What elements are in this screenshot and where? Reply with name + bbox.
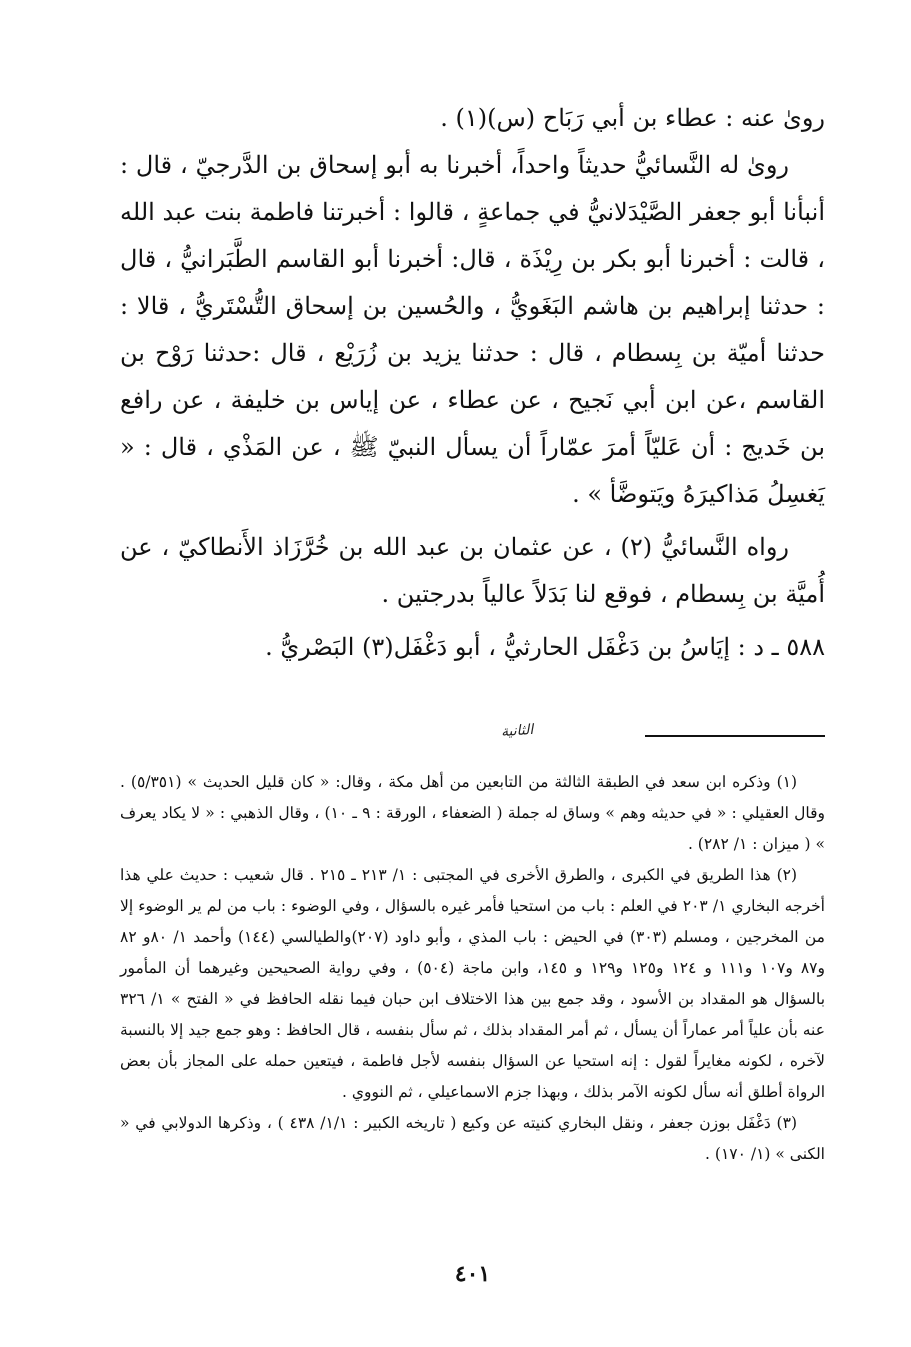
hadith-paragraph: روىٰ له النَّسائيُّ حديثاً واحداً، أخبرنا به أبو إسحاق بن الدَّرجيّ ، قال : أنبأنا أبو جعفر الصَّيْدَلانيُّ في جماعةٍ ، قالوا : أخبرتنا فاطمة بنت عبد الله ، قالت : أخبرنا أبو بكر بن رِيْذَة ، قال: أخبرنا أبو القاسم الطَّبَرانيُّ ، قال : حدثنا إبراهيم بن هاشم البَغَويُّ ، والحُسين بن إسحاق التُّسْتَريُّ ، قالا : حدثنا أميّة بن بِسطام ، قال : حدثنا يزيد بن زُرَيْع ، قال :حدثنا رَوْح بن القاسم ،عن ابن أبي نَجيح ، عن عطاء ، عن إياس بن خليفة ، عن رافع بن خَديج : أن عَليّاً أمرَ عمّاراً أن يسأل النبيّ ﷺ ، عن المَذْي ، قال : « يَغسِلُ مَذاكيرَهُ ويَتوضَّأ » . (120, 151, 825, 508)
footnote-3: (٣) دَغْفَل بوزن جعفر ، ونقل البخاري كنيته عن وكيع ( تاريخه الكبير : ١/١/ ٤٣٨ ) ، وذكرها الدولابي في « الكنى » (١/ ١٧٠) . (120, 1114, 825, 1163)
narration-paragraph: رواه النَّسائيُّ (٢) ، عن عثمان بن عبد الله بن خُرَّزَاذ الأَنطاكيّ ، عن أُميَّة بن بِسطام ، فوقع لنا بَدَلاً عالياً بدرجتين . (120, 533, 825, 608)
footnote-separator (645, 735, 825, 737)
footnote-1: (١) وذكره ابن سعد في الطبقة الثالثة من التابعين من أهل مكة ، وقال: « كان قليل الحديث » (٥/٣٥١) . وقال العقيلي : « في حديثه وهم » وساق له جملة ( الضعفاء ، الورقة : ٩ ـ ١٠) ، وقال الذهبي : « لا يكاد يعرف » ( ميزان : ١/ ٢٨٢) . (120, 773, 825, 853)
main-text (120, 95, 825, 671)
page-number: ٤٠١ (454, 1261, 491, 1287)
narrator-line: روىٰ عنه : عطاء بن أبي رَبَاح (س)(١) . (440, 104, 825, 132)
handwritten-margin-note: الثانية (500, 721, 534, 741)
entry-heading: ٥٨٨ ـ د : إيَاسُ بن دَغْفَل الحارثيُّ ، أبو دَغْفَل(٣) البَصْريُّ . (265, 633, 825, 661)
footnotes (120, 767, 825, 1170)
book-page (120, 95, 825, 1315)
footnote-2: (٢) هذا الطريق في الكبرى ، والطرق الأخرى في المجتبى : ١/ ٢١٣ ـ ٢١٥ . قال شعيب : حديث علي هذا أخرجه البخاري ١/ ٢٠٣ في العلم : باب من استحيا فأمر غيره بالسؤال ، وفي الوضوء : باب من لم ير الوضوء إلا من المخرجين ، ومسلم (٣٠٣) في الحيض : باب المذي ، وأبو داود (٢٠٧)والطيالسي (١٤٤) وأحمد ١/ ٨٠و ٨٢ و٨٧ و١٠٧ و١١١ و ١٢٤ و١٢٥ و١٢٩ و ١٤٥، وابن ماجة (٥٠٤) ، وفي رواية الصحيحين وغيرهما أن المأمور بالسؤال هو المقداد بن الأسود ، وقد جمع بين هذا الاختلاف ابن حبان فيما نقله الحافظ في « الفتح » ١/ ٣٢٦ عنه بأن علياً أمر عماراً أن يسأل ، ثم أمر المقداد بذلك ، ثم سأل بنفسه ، قال الحافظ : وهو جمع جيد إلا بالنسبة لآخره ، لكونه مغايراً لقول : إنه استحيا عن السؤال بنفسه لأجل فاطمة ، فيتعين حمله على المجاز بأن بعض الرواة أطلق أنه سأل لكونه الآمر بذلك ، وبهذا جزم الاسماعيلي ، ثم النووي . (120, 866, 826, 1101)
